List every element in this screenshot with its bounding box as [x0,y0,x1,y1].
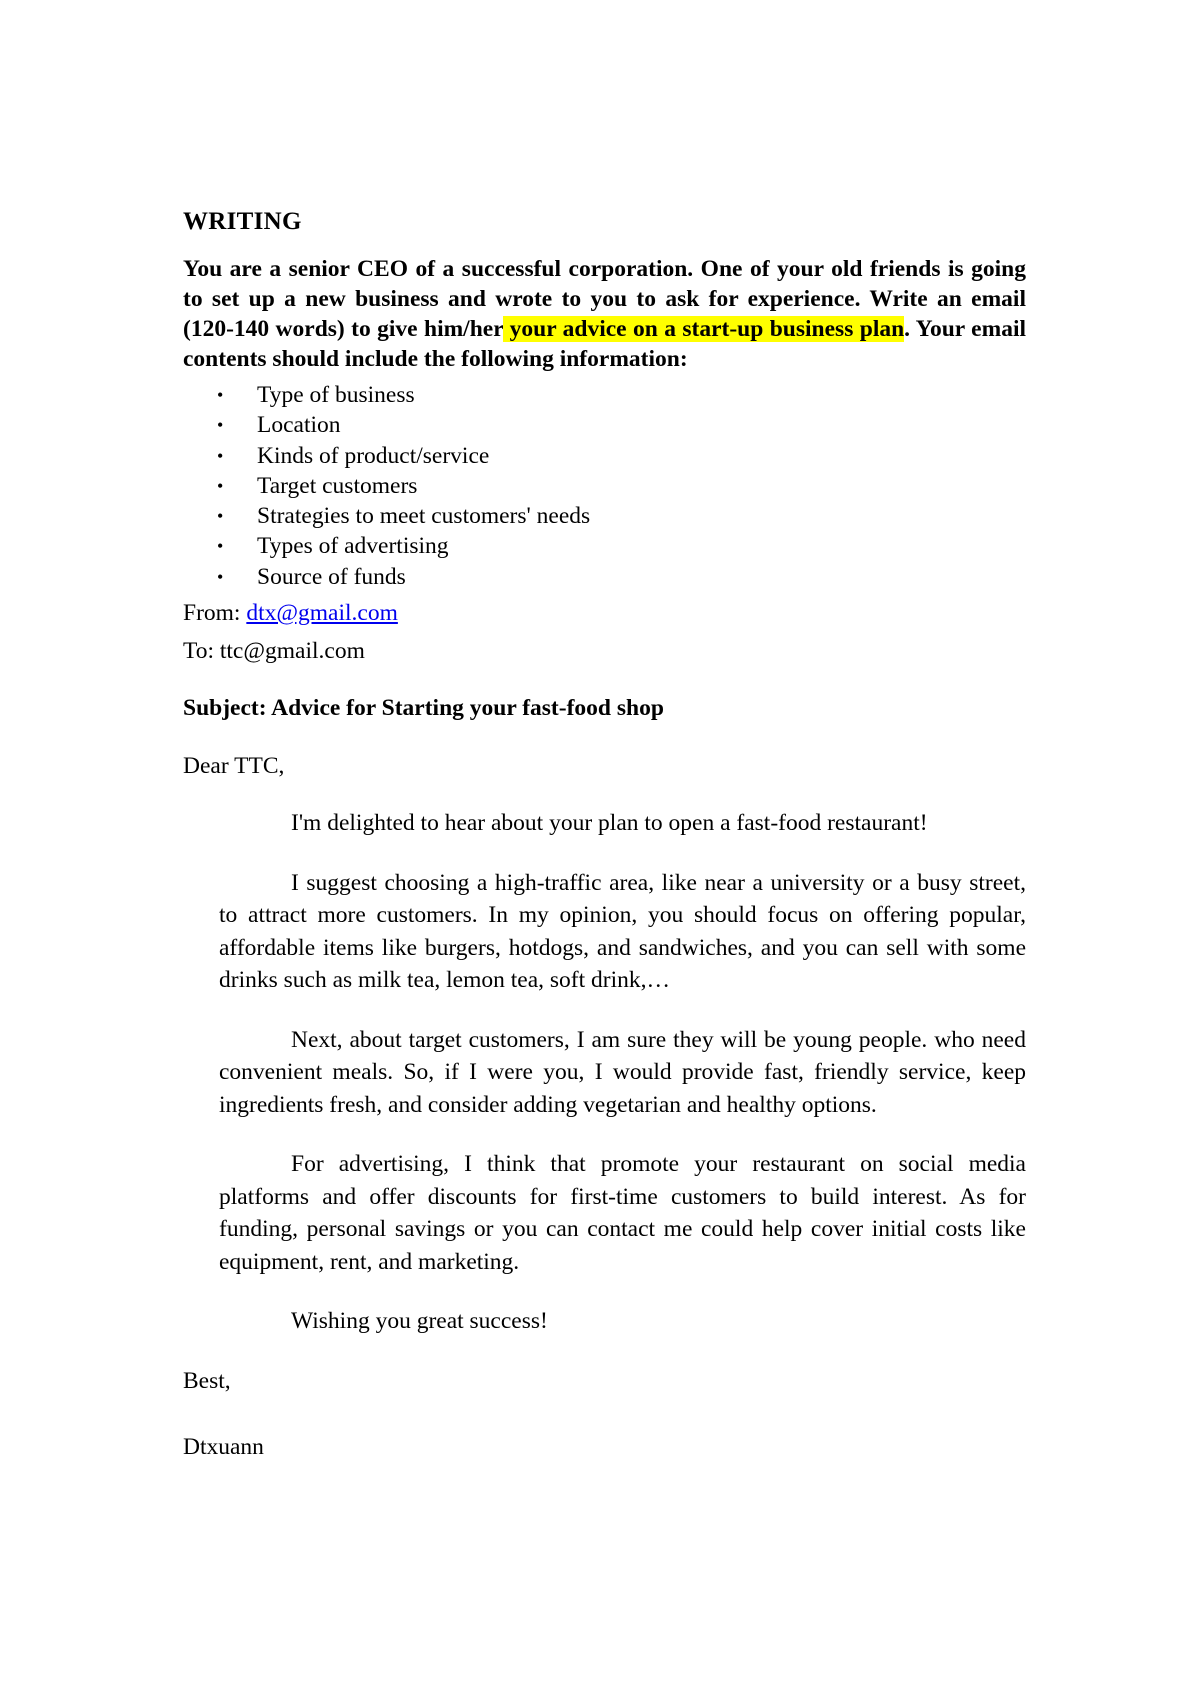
bullet-icon: • [217,385,224,405]
email-greeting: Dear TTC, [183,753,285,780]
email-subject: Subject: Advice for Starting your fast-food shop [183,695,664,722]
list-item [217,410,1026,440]
body-paragraph: Wishing you great success! [291,1308,548,1335]
body-paragraph: I suggest choosing a high-traffic area, like near a university or a busy street, to attract more customers. In my opinion, you should focus on offering popular, affordable items like burgers, hotdogs, and sandwiches, and you can sell with some drinks such as milk tea, lemon tea, soft drink,… [219,869,1026,994]
list-item-label: Target customers [257,472,418,499]
email-to-line: To: ttc@gmail.com [183,638,365,665]
list-item [217,441,1026,471]
list-item [217,531,1026,561]
email-closing: Best, [183,1367,231,1394]
requirements-list [183,380,1026,592]
section-heading: WRITING [183,208,302,235]
bullet-icon: • [217,445,224,466]
bullet-icon: • [217,506,224,527]
bullet-icon: • [217,415,224,436]
body-paragraph: Next, about target customers, I am sure they will be young people. who need convenient meals. So, if I were you, I would provide fast, friendly service, keep ingredients fresh, and consider adding vegetarian and healthy options. [219,1026,1026,1118]
list-item [217,471,1026,501]
bullet-icon: • [217,475,224,496]
from-email-link[interactable]: dtx@gmail.com [246,600,398,627]
list-item [217,562,1026,592]
list-item-label: Types of advertising [257,533,449,560]
from-label: From: [183,600,247,627]
prompt-text-after: . Your email contents should include the following information: [183,316,1026,372]
list-item-label: Location [257,412,341,439]
list-item-label: Kinds of product/service [257,442,490,469]
list-item [217,380,1026,410]
task-prompt [183,254,1026,374]
list-item [217,501,1026,531]
bullet-icon: • [217,536,224,557]
document-content [183,208,1026,1462]
body-paragraph: For advertising, I think that promote your restaurant on social media platforms and offer discounts for first-time customers to build interest. As for funding, personal savings or you can contact me could help cover initial costs like equipment, rent, and marketing. [219,1151,1026,1275]
prompt-text-before: You are a senior CEO of a successful corporation. One of your old friends is going to set up a new business and wrote to you to ask for experience. Write an email (120-140 words) to give him/her [183,256,1026,342]
email-from-line [183,598,1026,628]
list-item-label: Type of business [257,382,415,408]
email-signature: Dtxuann [183,1433,264,1460]
prompt-highlight: your advice on a start-up business plan [503,316,905,342]
list-item-label: Strategies to meet customers' needs [257,503,591,530]
list-item-label: Source of funds [257,563,406,590]
bullet-icon: • [217,566,224,587]
body-paragraph: I'm delighted to hear about your plan to open a fast-food restaurant! [291,810,928,837]
